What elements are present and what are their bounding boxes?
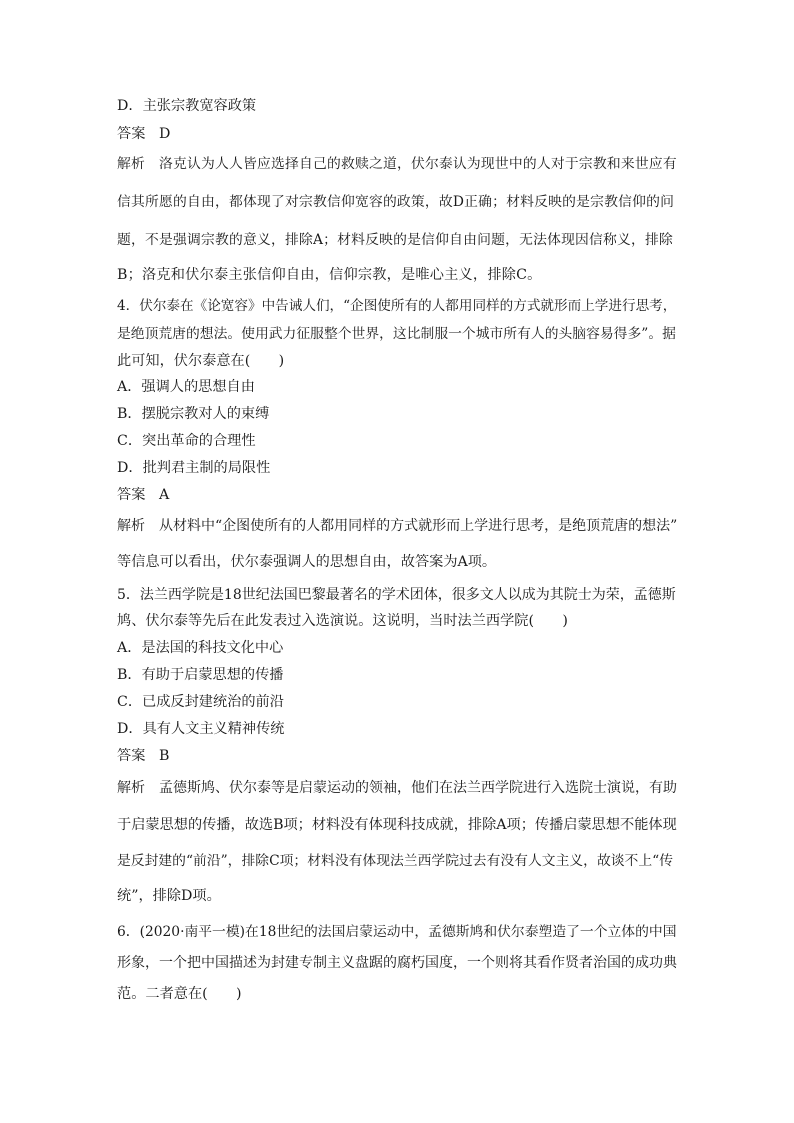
q5-explanation-line-1 — [117, 778, 677, 798]
q3-explanation-line-2: 信其所愿的自由，都体现了对宗教信仰宽容的政策，故D正确；材料反映的是宗教信仰的问 — [117, 194, 675, 210]
q3-explanation-line-4: B；洛克和伏尔泰主张信仰自由，信仰宗教，是唯心主义，排除C。 — [117, 267, 542, 283]
answer-label: 答案 — [117, 487, 146, 503]
q5-stem-line-1: 5．法兰西学院是18世纪法国巴黎最著名的学术团体，很多文人以成为其院士为荣，孟德斯 — [117, 587, 676, 603]
answer-value: B — [159, 748, 170, 764]
q4-explanation-line-1 — [117, 516, 677, 536]
answer-value: A — [159, 487, 170, 503]
q4-option-a: A．强调人的思想自由 — [117, 379, 255, 395]
q3-explanation-line-3: 题，不是强调宗教的意义，排除A；材料反映的是信仰自由问题，无法体现因信称义，排除 — [117, 232, 674, 248]
q4-explanation-line-2: 等信息可以看出，伏尔泰强调人的思想自由，故答案为A项。 — [117, 554, 497, 570]
q4-option-b: B．摆脱宗教对人的束缚 — [117, 406, 270, 422]
q5-stem-line-2: 鸠、伏尔泰等先后在此发表过入选演说。这说明，当时法兰西学院( ) — [117, 613, 568, 629]
explanation-text: 从材料中“企图使所有的人都用同样的方式就形而上学进行思考，是绝顶荒唐的想法” — [159, 518, 678, 534]
q4-answer — [117, 485, 169, 505]
explanation-label: 解析 — [117, 518, 145, 534]
answer-label: 答案 — [117, 126, 146, 142]
q5-option-c: C．已成反封建统治的前沿 — [117, 694, 284, 710]
q6-stem-line-2: 形象，一个把中国描述为封建专制主义盘踞的腐朽国度，一个则将其看作贤者治国的成功典 — [117, 955, 677, 971]
explanation-label: 解析 — [117, 780, 145, 796]
q3-explanation-line-1 — [117, 154, 677, 174]
q6-stem-line-3: 范。二者意在( ) — [117, 986, 242, 1002]
q4-stem-line-1: 4．伏尔泰在《论宽容》中告诫人们，“企图使所有的人都用同样的方式就形而上学进行思考， — [117, 298, 677, 314]
answer-label: 答案 — [117, 748, 146, 764]
explanation-label: 解析 — [117, 156, 145, 172]
explanation-text: 洛克认为人人皆应选择自己的救赎之道，伏尔泰认为现世中的人对于宗教和来世应有 — [159, 156, 677, 172]
answer-value: D — [159, 126, 171, 142]
q4-option-d: D．批判君主制的局限性 — [117, 460, 271, 476]
q5-option-b: B．有助于启蒙思想的传播 — [117, 667, 284, 683]
q3-option-d: D．主张宗教宽容政策 — [117, 98, 257, 114]
q4-stem-line-3: 此可知，伏尔泰意在( ) — [117, 353, 285, 369]
q3-answer — [117, 124, 170, 144]
q4-option-c: C．突出革命的合理性 — [117, 433, 256, 449]
q5-explanation-line-3: 是反封建的“前沿”，排除C项；材料没有体现法兰西学院过去有没有人文主义，故谈不上“传 — [117, 853, 673, 869]
q5-option-a: A．是法国的科技文化中心 — [117, 640, 284, 656]
explanation-text: 孟德斯鸠、伏尔泰等是启蒙运动的领袖，他们在法兰西学院进行入选院士演说，有助 — [159, 780, 677, 796]
q5-option-d: D．具有人文主义精神传统 — [117, 721, 285, 737]
q5-explanation-line-2: 于启蒙思想的传播，故选B项；材料没有体现科技成就，排除A项；传播启蒙思想不能体现 — [117, 817, 677, 833]
q4-stem-line-2: 是绝顶荒唐的想法。使用武力征服整个世界，这比制服一个城市所有人的头脑容易得多”。据 — [117, 326, 676, 342]
q5-explanation-line-4: 统”，排除D项。 — [117, 888, 221, 904]
q6-stem-line-1: 6．(2020·南平一模)在18世纪的法国启蒙运动中，孟德斯鸠和伏尔泰塑造了一个立体的中国 — [117, 924, 677, 940]
q5-answer — [117, 746, 169, 766]
